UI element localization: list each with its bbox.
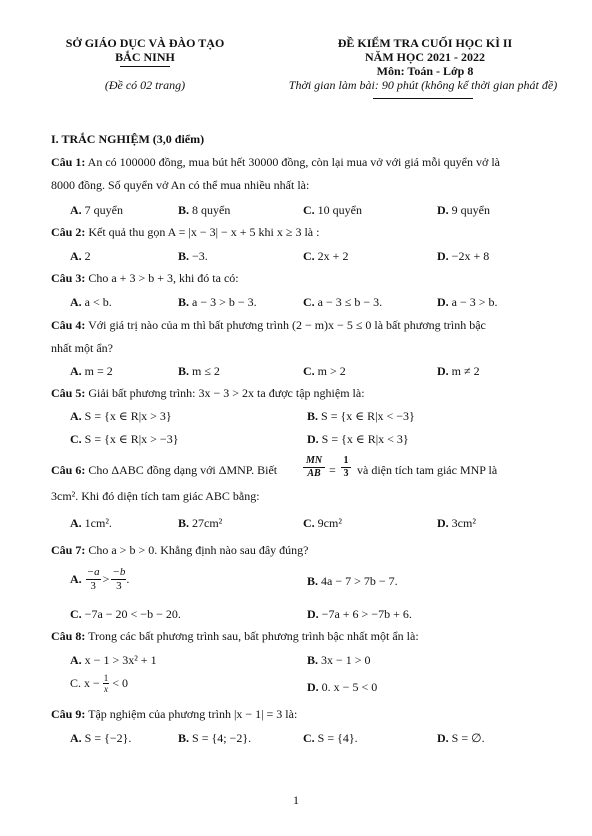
option-prefix: C. x − (70, 676, 100, 690)
option-letter: A. (70, 409, 82, 423)
q7-option-d (307, 607, 412, 622)
option-text: a − 3 > b − 3. (189, 295, 257, 309)
question-7 (51, 543, 309, 558)
option-letter: B. (307, 409, 319, 423)
q6-equals-sign: = (329, 463, 336, 477)
option-letter: A. (70, 249, 82, 263)
option-letter: D. (437, 364, 449, 378)
option-text: a − 3 ≤ b − 3. (314, 295, 383, 309)
option-letter: B. (307, 653, 319, 667)
question-2 (51, 225, 319, 240)
option-letter: D. (437, 249, 449, 263)
section-title: I. TRẮC NGHIỆM (3,0 điểm) (51, 132, 205, 146)
header-right-rule (373, 98, 473, 99)
question-4 (51, 318, 486, 333)
option-text: 10 quyển (314, 203, 362, 217)
option-text: S = {x ∈ R|x > 3} (81, 409, 172, 423)
q9-option-b (178, 731, 251, 746)
option-letter: A. (70, 731, 82, 745)
question-label: Câu 3: (51, 271, 86, 285)
fraction-numerator: 1 (341, 455, 351, 468)
fraction (111, 566, 126, 593)
q2-option-d (437, 249, 489, 264)
option-text: 8 quyển (189, 203, 231, 217)
q5-option-a (70, 409, 172, 424)
q6-fraction-one-third (341, 455, 351, 480)
option-suffix: < 0 (112, 676, 129, 690)
question-4-text-line2: nhất một ẩn? (51, 341, 113, 355)
question-text: Trong các bất phương trình sau, bất phương trình bậc nhất một ẩn là: (85, 629, 419, 643)
q2-option-c (303, 249, 348, 264)
q7-option-b (307, 574, 398, 589)
q8-option-b (307, 653, 371, 668)
option-text: −7a + 6 > −7b + 6. (318, 607, 412, 621)
option-text: 0. x − 5 < 0 (318, 680, 378, 694)
q7-option-a (70, 566, 129, 593)
option-letter: C. (303, 364, 315, 378)
q1-option-d (437, 203, 490, 218)
option-text: S = ∅. (448, 731, 485, 745)
q9-option-a (70, 731, 131, 746)
option-text: −2x + 8 (448, 249, 490, 263)
q1-option-b (178, 203, 230, 218)
q1-option-a (70, 203, 123, 218)
header-left-rule (120, 66, 170, 67)
q6-option-c (303, 516, 342, 531)
option-letter: A. (70, 516, 82, 530)
option-text: m > 2 (314, 364, 346, 378)
fraction-denominator: 3 (90, 580, 96, 592)
option-text: S = {4; −2}. (189, 731, 252, 745)
subject-line: Môn: Toán - Lớp 8 (376, 64, 474, 78)
option-text: 7 quyển (81, 203, 123, 217)
option-text: S = {x ∈ R|x < −3} (318, 409, 415, 423)
option-letter: D. (307, 607, 319, 621)
option-letter: D. (437, 295, 449, 309)
school-year: NĂM HỌC 2021 - 2022 (365, 50, 485, 64)
greater-than: > (102, 572, 110, 586)
exam-title: ĐỀ KIỂM TRA CUỐI HỌC KÌ II (337, 36, 513, 50)
question-label: Câu 2: (51, 225, 86, 239)
q6-fraction-mn-ab (303, 455, 325, 480)
question-1 (51, 155, 500, 170)
fraction-numerator: −b (112, 566, 126, 578)
option-text: S = {4}. (314, 731, 358, 745)
fraction-denominator: 3 (116, 580, 122, 592)
option-text: 4a − 7 > 7b − 7. (318, 574, 398, 588)
question-label: Câu 1: (51, 155, 86, 169)
question-text: Với giá trị nào của m thì bất phương trình (2 − m)x − 5 ≤ 0 là bất phương trình bậc (85, 318, 486, 332)
option-text: S = {x ∈ R|x < 3} (318, 432, 409, 446)
option-letter: B. (178, 364, 190, 378)
option-letter: D. (307, 680, 319, 694)
q2-option-b (178, 249, 208, 264)
option-text: 3x − 1 > 0 (318, 653, 371, 667)
option-text: 9cm² (314, 516, 342, 530)
question-6 (51, 463, 277, 478)
option-letter: C. (303, 295, 315, 309)
option-letter: C. (70, 607, 82, 621)
option-letter: C. (70, 432, 82, 446)
option-text: 3cm² (448, 516, 476, 530)
question-9 (51, 707, 297, 722)
q4-option-c (303, 364, 346, 379)
q6-option-a (70, 516, 112, 531)
option-text: −7a − 20 < −b − 20. (81, 607, 181, 621)
option-prefix: A. (70, 572, 82, 586)
fraction (103, 673, 110, 694)
question-3 (51, 271, 239, 286)
question-1-text-line2: 8000 đồng. Số quyển vở An có thể mua nhiều nhất là: (51, 178, 310, 192)
fraction-denominator: x (104, 684, 109, 694)
q5-option-b (307, 409, 415, 424)
option-letter: B. (178, 295, 190, 309)
fraction-denominator: AB (307, 468, 321, 479)
question-text: Kết quả thu gọn A = |x − 3| − x + 5 khi x ≥ 3 là : (85, 225, 320, 239)
question-label: Câu 8: (51, 629, 86, 643)
option-text: m ≠ 2 (448, 364, 480, 378)
q4-option-b (178, 364, 220, 379)
q4-option-d (437, 364, 480, 379)
q3-option-a (70, 295, 112, 310)
option-text: S = {x ∈ R|x > −3} (81, 432, 179, 446)
q2-option-a (70, 249, 91, 264)
option-letter: B. (178, 249, 190, 263)
option-letter: B. (307, 574, 319, 588)
q3-option-c (303, 295, 382, 310)
option-text: 1cm². (81, 516, 112, 530)
q7-option-c (70, 607, 181, 622)
fraction-numerator: MN (303, 455, 325, 468)
question-6-text-line2: 3cm². Khi đó diện tích tam giác ABC bằng: (51, 489, 260, 503)
fraction-denominator: 3 (343, 468, 349, 479)
question-text: Cho a + 3 > b + 3, khi đó ta có: (85, 271, 239, 285)
question-6-text-tail: và diện tích tam giác MNP là (357, 463, 498, 477)
province-name: BẮC NINH (115, 50, 175, 64)
question-5 (51, 386, 365, 401)
q1-option-c (303, 203, 362, 218)
fraction (86, 566, 101, 593)
question-8 (51, 629, 419, 644)
option-text: m = 2 (81, 364, 113, 378)
q4-option-a (70, 364, 113, 379)
period: . (126, 572, 130, 586)
page-count-note: (Đề có 02 trang) (104, 78, 186, 92)
option-text: a − 3 > b. (448, 295, 498, 309)
option-letter: B. (178, 203, 190, 217)
q8-option-a (70, 653, 157, 668)
option-text: S = {−2}. (81, 731, 132, 745)
q9-option-c (303, 731, 358, 746)
question-label: Câu 5: (51, 386, 86, 400)
option-letter: C. (303, 516, 315, 530)
option-letter: B. (178, 516, 190, 530)
option-text: 2x + 2 (314, 249, 349, 263)
option-letter: B. (178, 731, 190, 745)
q6-option-d (437, 516, 476, 531)
time-note: Thời gian làm bài: 90 phút (không kể thời gian phát đề) (288, 78, 558, 92)
option-letter: A. (70, 203, 82, 217)
q8-option-d (307, 680, 377, 695)
option-text: a < b. (81, 295, 112, 309)
question-text: Cho ΔABC đồng dạng với ΔMNP. Biết (85, 463, 278, 477)
question-text: Tập nghiệm của phương trình |x − 1| = 3 là: (85, 707, 298, 721)
option-text: 9 quyển (448, 203, 490, 217)
option-letter: A. (70, 295, 82, 309)
department-name: SỞ GIÁO DỤC VÀ ĐÀO TẠO (65, 36, 225, 50)
option-text: 27cm² (189, 516, 223, 530)
option-letter: A. (70, 364, 82, 378)
option-letter: C. (303, 203, 315, 217)
q5-option-d (307, 432, 409, 447)
q8-option-c (70, 673, 128, 694)
q9-option-d (437, 731, 485, 746)
question-label: Câu 7: (51, 543, 86, 557)
fraction-numerator: −a (86, 566, 100, 578)
option-text: 2 (81, 249, 91, 263)
question-text: An có 100000 đồng, mua bút hết 30000 đồng, còn lại mua vở với giá mỗi quyển vở là (85, 155, 500, 169)
option-letter: A. (70, 653, 82, 667)
q3-option-b (178, 295, 257, 310)
question-text: Cho a > b > 0. Khẳng định nào sau đây đúng? (85, 543, 309, 557)
fraction-numerator: 1 (103, 673, 109, 683)
q6-option-b (178, 516, 222, 531)
option-letter: D. (437, 203, 449, 217)
question-label: Câu 6: (51, 463, 86, 477)
page-number: 1 (293, 793, 299, 807)
option-letter: D. (437, 731, 449, 745)
option-letter: C. (303, 249, 315, 263)
q5-option-c (70, 432, 178, 447)
option-text: x − 1 > 3x² + 1 (81, 653, 157, 667)
option-letter: D. (437, 516, 449, 530)
option-letter: C. (303, 731, 315, 745)
option-letter: D. (307, 432, 319, 446)
option-text: −3. (189, 249, 208, 263)
q3-option-d (437, 295, 498, 310)
question-text: Giải bất phương trình: 3x − 3 > 2x ta được tập nghiệm là: (85, 386, 365, 400)
option-text: m ≤ 2 (189, 364, 220, 378)
question-label: Câu 9: (51, 707, 86, 721)
question-label: Câu 4: (51, 318, 86, 332)
